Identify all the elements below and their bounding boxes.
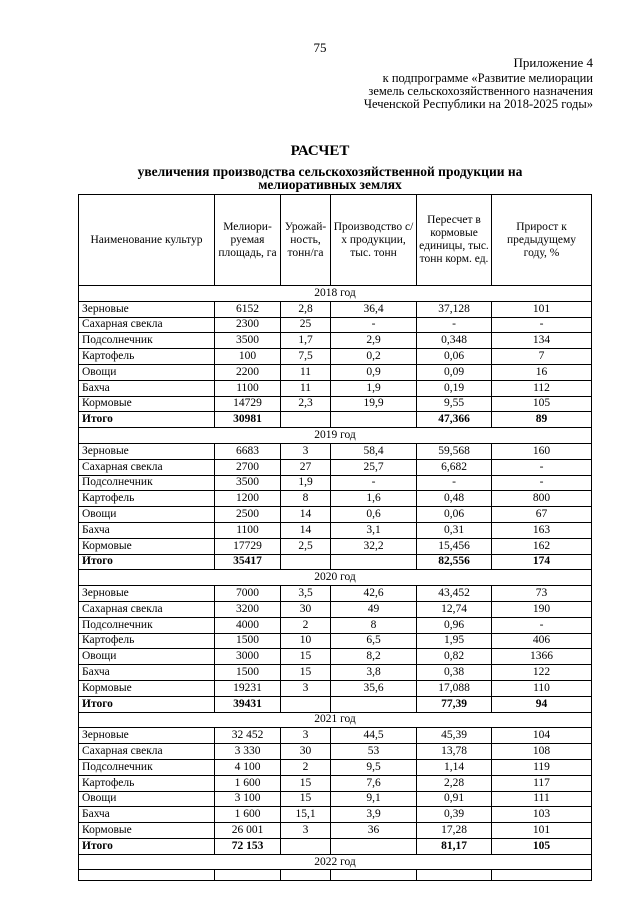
table-row — [79, 333, 592, 349]
value-cell: 81,17 — [417, 838, 492, 854]
year-section-row — [79, 854, 592, 870]
value-cell: 103 — [492, 807, 592, 823]
table-row — [79, 475, 592, 491]
value-cell: 49 — [331, 601, 417, 617]
value-cell: 3500 — [215, 333, 281, 349]
column-header-area: Мелиори-руемая площадь, га — [215, 195, 281, 286]
value-cell: 32,2 — [331, 538, 417, 554]
value-cell: 7 — [492, 349, 592, 365]
table-row — [79, 317, 592, 333]
value-cell: 134 — [492, 333, 592, 349]
value-cell: 11 — [281, 380, 331, 396]
value-cell: 3 — [281, 443, 331, 459]
appendix-subtitle-line: земель сельскохозяйственного назначения — [368, 84, 593, 98]
column-header-feed-units: Пересчет в кормовые единицы, тыс. тонн корм. ед. — [417, 195, 492, 286]
total-row — [79, 838, 592, 854]
value-cell: 2500 — [215, 507, 281, 523]
value-cell — [281, 554, 331, 570]
crop-name-cell: Картофель — [79, 349, 215, 365]
value-cell: 105 — [492, 838, 592, 854]
crop-name-cell: Овощи — [79, 649, 215, 665]
value-cell: 0,348 — [417, 333, 492, 349]
value-cell: 15,456 — [417, 538, 492, 554]
year-section-row — [79, 428, 592, 444]
table-row — [79, 728, 592, 744]
value-cell: 17729 — [215, 538, 281, 554]
table-body — [79, 286, 592, 881]
value-cell: 14729 — [215, 396, 281, 412]
table-row — [79, 491, 592, 507]
table-row — [79, 586, 592, 602]
value-cell: 7000 — [215, 586, 281, 602]
value-cell: 0,06 — [417, 349, 492, 365]
value-cell: 43,452 — [417, 586, 492, 602]
value-cell: 1500 — [215, 633, 281, 649]
value-cell: 35417 — [215, 554, 281, 570]
value-cell — [331, 838, 417, 854]
appendix-subtitle-line: Чеченской Республики на 2018-2025 годы» — [363, 97, 593, 111]
value-cell: 1500 — [215, 665, 281, 681]
value-cell: 0,38 — [417, 665, 492, 681]
table-row — [79, 301, 592, 317]
value-cell — [281, 412, 331, 428]
value-cell: - — [492, 475, 592, 491]
value-cell: 77,39 — [417, 696, 492, 712]
value-cell: 0,2 — [331, 349, 417, 365]
value-cell: 3 100 — [215, 791, 281, 807]
value-cell: 3,5 — [281, 586, 331, 602]
crop-name-cell: Подсолнечник — [79, 759, 215, 775]
value-cell: 105 — [492, 396, 592, 412]
value-cell: 108 — [492, 744, 592, 760]
value-cell: 101 — [492, 301, 592, 317]
table-row — [79, 744, 592, 760]
appendix-label: Приложение 4 — [513, 55, 593, 70]
table-row — [79, 538, 592, 554]
value-cell: 2 — [281, 617, 331, 633]
value-cell: 7,6 — [331, 775, 417, 791]
appendix-subtitle-line: к подпрограмме «Развитие мелиорации — [382, 71, 593, 85]
table-row — [79, 617, 592, 633]
value-cell: 0,31 — [417, 522, 492, 538]
value-cell: 406 — [492, 633, 592, 649]
value-cell: 30 — [281, 744, 331, 760]
value-cell: 25,7 — [331, 459, 417, 475]
value-cell: 174 — [492, 554, 592, 570]
empty-cell — [417, 870, 492, 881]
value-cell: 6,5 — [331, 633, 417, 649]
table-row — [79, 459, 592, 475]
table-row — [79, 807, 592, 823]
value-cell: 6,682 — [417, 459, 492, 475]
value-cell: 9,5 — [331, 759, 417, 775]
value-cell: 2 — [281, 759, 331, 775]
year-label: 2021 год — [79, 712, 592, 728]
value-cell: 15 — [281, 665, 331, 681]
value-cell: 2,3 — [281, 396, 331, 412]
crop-name-cell: Итого — [79, 696, 215, 712]
document-title: РАСЧЕТ — [290, 143, 350, 159]
crop-name-cell: Кормовые — [79, 538, 215, 554]
value-cell: 19231 — [215, 680, 281, 696]
value-cell: 0,91 — [417, 791, 492, 807]
value-cell: 1100 — [215, 380, 281, 396]
value-cell: 25 — [281, 317, 331, 333]
page-number: 75 — [313, 40, 327, 55]
crop-name-cell: Кормовые — [79, 680, 215, 696]
value-cell: 3 — [281, 680, 331, 696]
crop-name-cell: Зерновые — [79, 728, 215, 744]
crop-name-cell: Кормовые — [79, 823, 215, 839]
value-cell: 8,2 — [331, 649, 417, 665]
empty-cell — [215, 870, 281, 881]
crop-name-cell: Итого — [79, 554, 215, 570]
calculation-table — [78, 194, 592, 881]
value-cell: 3000 — [215, 649, 281, 665]
value-cell: 73 — [492, 586, 592, 602]
value-cell: 2200 — [215, 364, 281, 380]
table-row — [79, 507, 592, 523]
value-cell: 190 — [492, 601, 592, 617]
value-cell: 104 — [492, 728, 592, 744]
year-section-row — [79, 712, 592, 728]
value-cell: 94 — [492, 696, 592, 712]
year-label: 2018 год — [79, 286, 592, 302]
value-cell: 53 — [331, 744, 417, 760]
value-cell: 35,6 — [331, 680, 417, 696]
value-cell: 1 600 — [215, 775, 281, 791]
value-cell: 47,366 — [417, 412, 492, 428]
value-cell: 3 330 — [215, 744, 281, 760]
crop-name-cell: Зерновые — [79, 301, 215, 317]
table-row — [79, 601, 592, 617]
value-cell: 15 — [281, 791, 331, 807]
value-cell: 101 — [492, 823, 592, 839]
total-row — [79, 696, 592, 712]
value-cell: - — [331, 475, 417, 491]
value-cell: 0,9 — [331, 364, 417, 380]
value-cell: 2,5 — [281, 538, 331, 554]
value-cell: 800 — [492, 491, 592, 507]
year-section-row — [79, 286, 592, 302]
crop-name-cell: Картофель — [79, 775, 215, 791]
table-row — [79, 665, 592, 681]
empty-cell — [492, 870, 592, 881]
table-header-row — [79, 195, 592, 286]
year-section-row — [79, 570, 592, 586]
year-label: 2019 год — [79, 428, 592, 444]
value-cell: 14 — [281, 507, 331, 523]
table-row — [79, 759, 592, 775]
value-cell: 162 — [492, 538, 592, 554]
value-cell: 112 — [492, 380, 592, 396]
value-cell: 6683 — [215, 443, 281, 459]
table-row — [79, 633, 592, 649]
value-cell: 15,1 — [281, 807, 331, 823]
value-cell: 1,9 — [331, 380, 417, 396]
crop-name-cell: Сахарная свекла — [79, 459, 215, 475]
value-cell — [331, 554, 417, 570]
crop-name-cell: Подсолнечник — [79, 333, 215, 349]
value-cell: 111 — [492, 791, 592, 807]
continuation-row — [79, 870, 592, 881]
table-row — [79, 380, 592, 396]
table-row — [79, 396, 592, 412]
value-cell: 1,7 — [281, 333, 331, 349]
crop-name-cell: Картофель — [79, 633, 215, 649]
value-cell: 0,19 — [417, 380, 492, 396]
value-cell: 19,9 — [331, 396, 417, 412]
value-cell: 2300 — [215, 317, 281, 333]
value-cell: 15 — [281, 775, 331, 791]
column-header-growth: Прирост к предыдущему году, % — [492, 195, 592, 286]
value-cell: 1,9 — [281, 475, 331, 491]
crop-name-cell: Подсолнечник — [79, 617, 215, 633]
value-cell: 17,28 — [417, 823, 492, 839]
table-row — [79, 791, 592, 807]
value-cell: - — [417, 317, 492, 333]
value-cell: 0,96 — [417, 617, 492, 633]
value-cell: 3,1 — [331, 522, 417, 538]
crop-name-cell: Сахарная свекла — [79, 744, 215, 760]
crop-name-cell: Овощи — [79, 364, 215, 380]
value-cell: 72 153 — [215, 838, 281, 854]
value-cell: 30 — [281, 601, 331, 617]
value-cell: 9,1 — [331, 791, 417, 807]
value-cell: - — [492, 459, 592, 475]
value-cell: - — [331, 317, 417, 333]
crop-name-cell: Кормовые — [79, 396, 215, 412]
table-row — [79, 680, 592, 696]
crop-name-cell: Сахарная свекла — [79, 601, 215, 617]
value-cell: 11 — [281, 364, 331, 380]
crop-name-cell: Зерновые — [79, 443, 215, 459]
value-cell: 0,09 — [417, 364, 492, 380]
value-cell: 119 — [492, 759, 592, 775]
value-cell: 14 — [281, 522, 331, 538]
crop-name-cell: Итого — [79, 412, 215, 428]
value-cell: 42,6 — [331, 586, 417, 602]
crop-name-cell: Овощи — [79, 791, 215, 807]
value-cell: 39431 — [215, 696, 281, 712]
value-cell: 89 — [492, 412, 592, 428]
value-cell: 10 — [281, 633, 331, 649]
value-cell: 1200 — [215, 491, 281, 507]
value-cell: 3200 — [215, 601, 281, 617]
year-label: 2022 год — [79, 854, 592, 870]
value-cell: 45,39 — [417, 728, 492, 744]
crop-name-cell: Бахча — [79, 380, 215, 396]
value-cell: 8 — [331, 617, 417, 633]
value-cell: 2,8 — [281, 301, 331, 317]
table-row — [79, 649, 592, 665]
value-cell: 26 001 — [215, 823, 281, 839]
value-cell: 1366 — [492, 649, 592, 665]
value-cell: 1,14 — [417, 759, 492, 775]
value-cell: 1100 — [215, 522, 281, 538]
value-cell: 37,128 — [417, 301, 492, 317]
crop-name-cell: Овощи — [79, 507, 215, 523]
value-cell: 3 — [281, 823, 331, 839]
value-cell: 1,6 — [331, 491, 417, 507]
value-cell: 27 — [281, 459, 331, 475]
crop-name-cell: Итого — [79, 838, 215, 854]
document-subtitle: увеличения производства сельскохозяйственной продукции на мелиоративных землях — [137, 164, 523, 192]
year-label: 2020 год — [79, 570, 592, 586]
value-cell: 30981 — [215, 412, 281, 428]
value-cell — [281, 696, 331, 712]
column-header-yield: Урожай-ность, тонн/га — [281, 195, 331, 286]
value-cell: 36,4 — [331, 301, 417, 317]
value-cell: 3,9 — [331, 807, 417, 823]
value-cell: 1 600 — [215, 807, 281, 823]
value-cell: 17,088 — [417, 680, 492, 696]
crop-name-cell: Бахча — [79, 807, 215, 823]
table-row — [79, 522, 592, 538]
value-cell: 0,39 — [417, 807, 492, 823]
value-cell — [331, 412, 417, 428]
total-row — [79, 412, 592, 428]
value-cell: 0,82 — [417, 649, 492, 665]
value-cell: - — [417, 475, 492, 491]
value-cell: 100 — [215, 349, 281, 365]
value-cell: 122 — [492, 665, 592, 681]
value-cell: 67 — [492, 507, 592, 523]
value-cell: 4000 — [215, 617, 281, 633]
appendix-subtitle — [293, 72, 593, 111]
value-cell: 59,568 — [417, 443, 492, 459]
value-cell: 163 — [492, 522, 592, 538]
value-cell: 12,74 — [417, 601, 492, 617]
value-cell: 7,5 — [281, 349, 331, 365]
value-cell: 110 — [492, 680, 592, 696]
value-cell: 36 — [331, 823, 417, 839]
crop-name-cell: Зерновые — [79, 586, 215, 602]
value-cell: 4 100 — [215, 759, 281, 775]
value-cell: - — [492, 317, 592, 333]
crop-name-cell: Картофель — [79, 491, 215, 507]
value-cell — [281, 838, 331, 854]
value-cell: 13,78 — [417, 744, 492, 760]
value-cell: 2,28 — [417, 775, 492, 791]
total-row — [79, 554, 592, 570]
value-cell: 2,9 — [331, 333, 417, 349]
crop-name-cell: Сахарная свекла — [79, 317, 215, 333]
column-header-crop: Наименование культур — [79, 195, 215, 286]
value-cell: 58,4 — [331, 443, 417, 459]
value-cell: 16 — [492, 364, 592, 380]
value-cell: 32 452 — [215, 728, 281, 744]
table-row — [79, 443, 592, 459]
value-cell: 1,95 — [417, 633, 492, 649]
value-cell: 15 — [281, 649, 331, 665]
value-cell — [331, 696, 417, 712]
value-cell: 160 — [492, 443, 592, 459]
value-cell: 0,6 — [331, 507, 417, 523]
column-header-production: Производство с/х продукции, тыс. тонн — [331, 195, 417, 286]
table-row — [79, 349, 592, 365]
value-cell: 9,55 — [417, 396, 492, 412]
empty-cell — [331, 870, 417, 881]
table-row — [79, 364, 592, 380]
table-row — [79, 775, 592, 791]
value-cell: 2700 — [215, 459, 281, 475]
empty-cell — [79, 870, 215, 881]
value-cell: 0,48 — [417, 491, 492, 507]
value-cell: 44,5 — [331, 728, 417, 744]
value-cell: 117 — [492, 775, 592, 791]
value-cell: 82,556 — [417, 554, 492, 570]
crop-name-cell: Бахча — [79, 522, 215, 538]
value-cell: 6152 — [215, 301, 281, 317]
table-row — [79, 823, 592, 839]
value-cell: 0,06 — [417, 507, 492, 523]
empty-cell — [281, 870, 331, 881]
value-cell: 3,8 — [331, 665, 417, 681]
value-cell: 3500 — [215, 475, 281, 491]
value-cell: 3 — [281, 728, 331, 744]
value-cell: - — [492, 617, 592, 633]
crop-name-cell: Подсолнечник — [79, 475, 215, 491]
value-cell: 8 — [281, 491, 331, 507]
crop-name-cell: Бахча — [79, 665, 215, 681]
